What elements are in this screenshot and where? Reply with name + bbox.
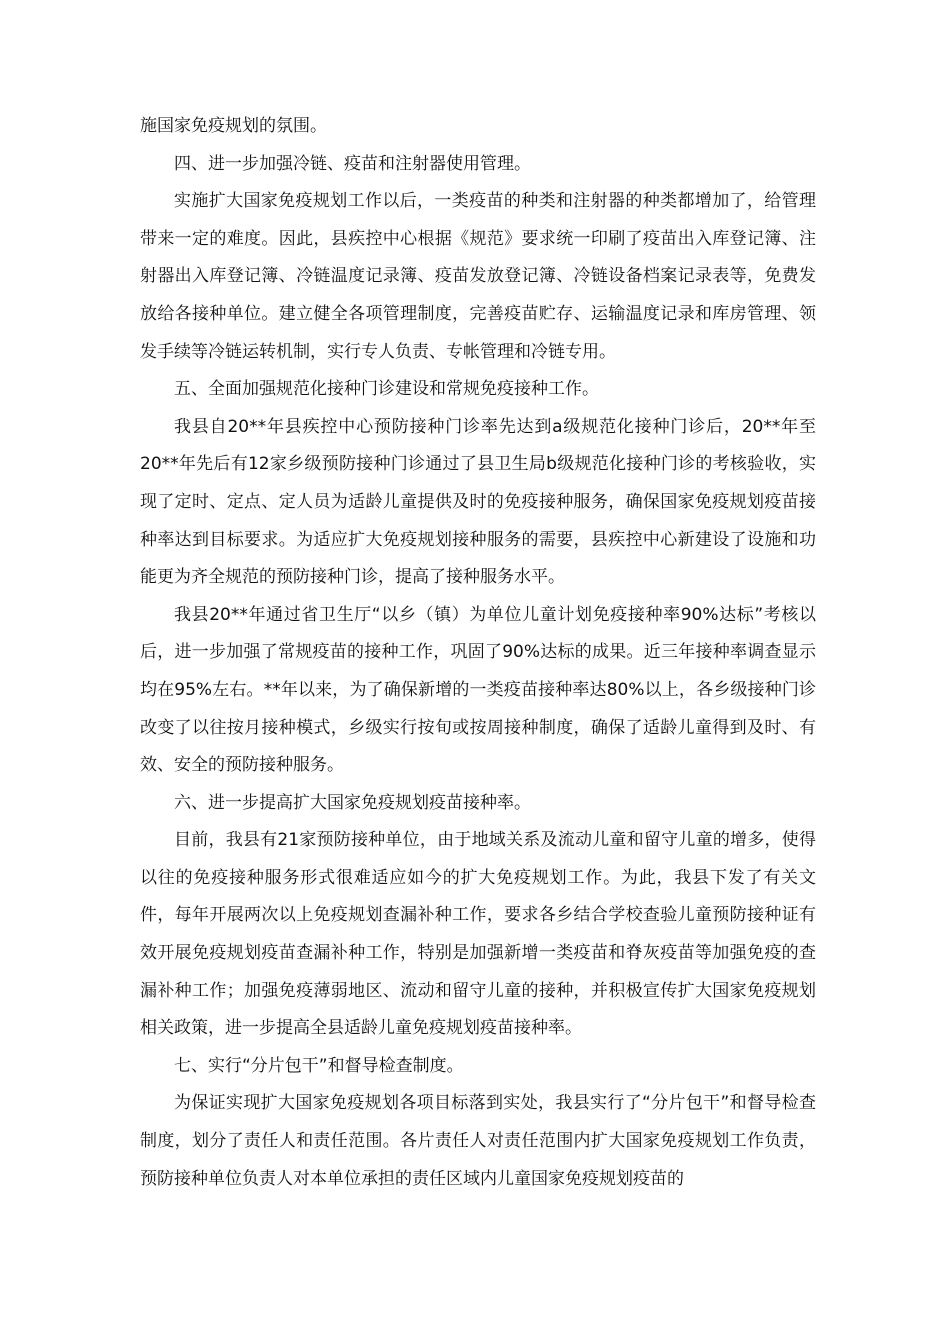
paragraph: 我县20**年通过省卫生厅“以乡（镇）为单位儿童计划免疫接种率90%达标”考核以后，进一步加强了常规疫苗的接种工作，巩固了90%达标的成果。近三年接种率调查显示均在95%左右。**年以来，为了确保新增的一类疫苗接种率达80%以上，各乡级接种门诊改变了以往按月接种模式，乡级实行按旬或按周接种制度，确保了适龄儿童得到及时、有效、安全的预防接种服务。 xyxy=(140,604,816,776)
paragraph: 实施扩大国家免疫规划工作以后，一类疫苗的种类和注射器的种类都增加了，给管理带来一定的难度。因此，县疾控中心根据《规范》要求统一印刷了疫苗出入库登记簿、注射器出入库登记簿、冷链温度记录簿、疫苗发放登记簿、冷链设备档案记录表等，免费发放给各接种单位。建立健全各项管理制度，完善疫苗贮存、运输温度记录和库房管理、领发手续等冷链运转机制，实行专人负责、专帐管理和冷链专用。 xyxy=(140,191,816,362)
document-body xyxy=(140,108,816,1198)
section-heading-6: 六、进一步提高扩大国家免疫规划疫苗接种率。 xyxy=(174,792,531,813)
paragraph: 目前，我县有21家预防接种单位，由于地域关系及流动儿童和留守儿童的增多，使得以往的免疫接种服务形式很难适应如今的扩大免疫规划工作。为此，我县下发了有关文件，每年开展两次以上免疫规划查漏补种工作，要求各乡结合学校查验儿童预防接种证有效开展免疫规划疫苗查漏补种工作，特别是加强新增一类疫苗和脊灰疫苗等加强免疫的查漏补种工作；加强免疫薄弱地区、流动和留守儿童的接种，并积极宣传扩大国家免疫规划相关政策，进一步提高全县适龄儿童免疫规划疫苗接种率。 xyxy=(140,830,816,1039)
paragraph-continuation: 施国家免疫规划的氛围。 xyxy=(140,116,327,136)
section-heading-5: 五、全面加强规范化接种门诊建设和常规免疫接种工作。 xyxy=(174,379,599,400)
section-heading-7: 七、实行“分片包干”和督导检查制度。 xyxy=(174,1055,464,1076)
section-heading-4: 四、进一步加强冷链、疫苗和注射器使用管理。 xyxy=(174,153,531,174)
paragraph: 为保证实现扩大国家免疫规划各项目标落到实处，我县实行了“分片包干”和督导检查制度，划分了责任人和责任范围。各片责任人对责任范围内扩大国家免疫规划工作负责，预防接种单位负责人对本单位承担的责任区域内儿童国家免疫规划疫苗的 xyxy=(140,1093,816,1189)
paragraph: 我县自20**年县疾控中心预防接种门诊率先达到a级规范化接种门诊后，20**年至20**年先后有12家乡级预防接种门诊通过了县卫生局b级规范化接种门诊的考核验收，实现了定时、定点、定人员为适龄儿童提供及时的免疫接种服务，确保国家免疫规划疫苗接种率达到目标要求。为适应扩大免疫规划接种服务的需要，县疾控中心新建设了设施和功能更为齐全规范的预防接种门诊，提高了接种服务水平。 xyxy=(140,416,816,588)
